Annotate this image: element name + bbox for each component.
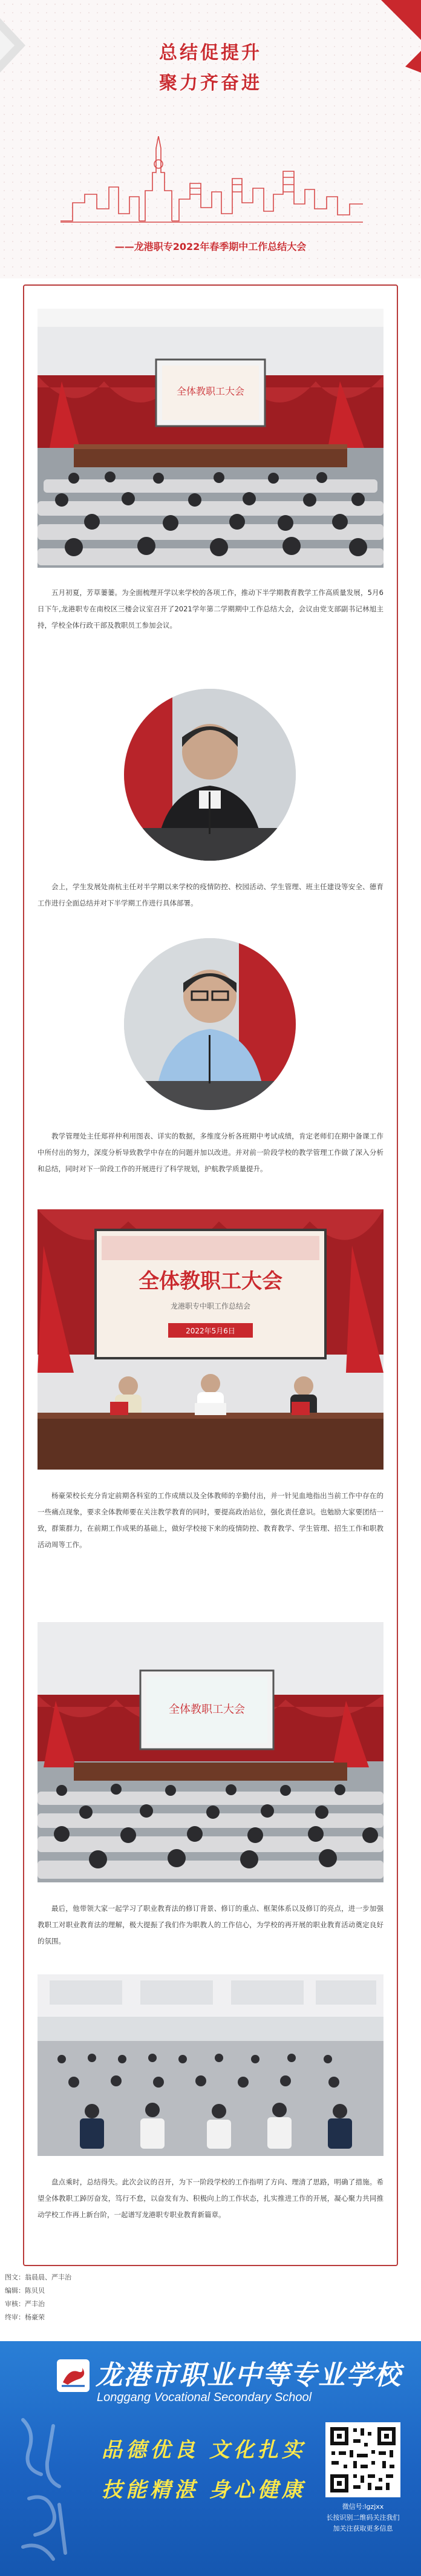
credit-reviewer: 审核：严丰治 <box>5 2300 45 2308</box>
speaker-illustration <box>124 938 296 1110</box>
credit-photo-text: 图文：翁晨晨、严丰治 <box>5 2273 71 2281</box>
article-paragraph-5: 最后，他带领大家一起学习了职业教育法的修订背景、修订的重点、框架体系以及修订的亮点，进一步加强教职工对职业教育法的理解，极大提振了我们作为职教人的工作信心，为学校的再开展的职业教育活动奠定良好的氛围。 <box>38 1904 383 1945</box>
article-paragraph-4: 杨豪荣校长充分肯定前期各科室的工作成绩以及全体教师的辛勤付出，并一针见血地指出当前工作中存在的一些痛点现象，要求全体教师要在关注教学教育的同时，要提高政治站位，强化责任意识。也勉励大家要团结一致，群策群力，在前期工作成果的基础上，做好学校接下来的疫情防控、教育教学、学生管理、招生工作和职教活动周等工作。 <box>38 1491 383 1549</box>
credit-editor: 编辑：陈贝贝 <box>5 2287 45 2295</box>
stage-illustration <box>38 1209 383 1470</box>
screen-text: 全体教职工大会 <box>169 1703 245 1716</box>
meeting-hall-photo <box>38 309 383 568</box>
audience-illustration <box>38 1622 383 1882</box>
article-header <box>0 0 421 278</box>
screen-date: 2022年5月6日 <box>186 1327 235 1335</box>
page-subtitle: ——龙港职专2022年春季期中工作总结大会 <box>114 241 307 252</box>
credit-final-reviewer: 终审：杨豪荣 <box>5 2313 45 2321</box>
article-paragraph-3: 教学管理处主任郑祥仲利用图表、详实的数据，多维度分析各班期中考试成绩，肯定老师们在期中备课工作中所付出的努力，深度分析导致教学中存在的问题并加以改进。并对前一阶段学校的教学管理工作做了深入分析和总结，同时对下一阶段工作的开展进行了科学规划，护航教学质量提升。 <box>38 1132 383 1173</box>
qr-caption-scan: 长按识别二维码关注我们 <box>326 2514 400 2522</box>
page-title-line1: 总结促提升 <box>159 42 262 64</box>
qr-code[interactable] <box>325 2422 400 2497</box>
stage-photo <box>38 1209 383 1470</box>
article-paragraph-1: 五月初夏，芳草萋萋。为全面梳理开学以来学校的各项工作，推动下半学期教育教学工作高质量发展，5月6日下午,龙港职专在南校区三楼会议室召开了2021学年第二学期期中工作总结大会，会议由党支部副书记林旭主持，学校全体行政干部及教职员工参加会议。 <box>38 588 383 629</box>
screen-subtitle: 龙港职专中职工作总结会 <box>170 1302 251 1310</box>
meeting-hall-illustration <box>38 309 383 568</box>
school-name-chinese: 龙港市职业中等专业学校 <box>96 2360 402 2391</box>
qr-code-icon <box>325 2422 400 2497</box>
page-title-line2: 聚力齐奋进 <box>159 73 262 94</box>
classroom-illustration <box>38 1974 383 2156</box>
city-skyline-illustration <box>60 136 363 227</box>
qr-caption-wechat-id: 微信号:lgzjxx <box>342 2503 384 2511</box>
school-banner <box>0 2341 421 2576</box>
audience-photo <box>38 1622 383 1882</box>
article-paragraph-6: 盘点乘时，总结得失。此次会议的召开，为下一阶段学校的工作指明了方向、理清了思路，明确了措施。希望全体教职工踔厉奋发，笃行不怠，以奋发有为、积极向上的工作状态，扎实推进工作的开展，凝心聚力共同推动学校工作再上新台阶，一起谱写龙港职专职业教育新篇章。 <box>38 2178 383 2219</box>
article-paragraph-2: 会上，学生发展处南杭主任对半学期以来学校的疫情防控、校园活动、学生管理、班主任建设等安全、德育工作进行全面总结并对下半学期工作进行具体部署。 <box>38 882 383 907</box>
speaker-portrait-1 <box>124 689 296 861</box>
screen-text: 全体教职工大会 <box>176 386 245 397</box>
classroom-photo <box>38 1974 383 2156</box>
brush-calligraphy-decoration <box>11 2408 77 2565</box>
qr-caption-follow: 加关注获取更多信息 <box>333 2525 393 2532</box>
speaker-portrait-2 <box>124 938 296 1110</box>
screen-title: 全体教职工大会 <box>139 1269 282 1293</box>
school-logo-icon <box>56 2358 91 2393</box>
slogan-line-2: 技能精湛 身心健康 <box>102 2478 306 2502</box>
article-credits <box>5 2271 186 2324</box>
school-name-english: Longgang Vocational Secondary School <box>97 2391 312 2404</box>
slogan-line-1: 品德优良 文化扎实 <box>102 2438 306 2462</box>
speaker-illustration <box>124 689 296 861</box>
